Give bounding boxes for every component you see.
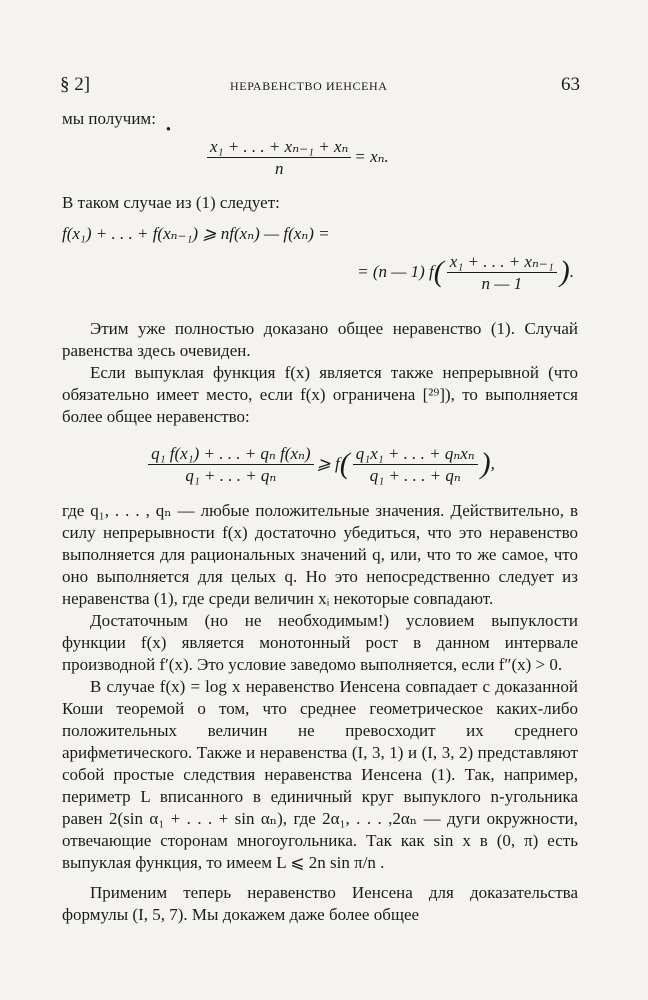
right-paren: ) — [559, 255, 570, 288]
equation-3 — [62, 248, 578, 296]
equation-4-left-denominator: q₁ + . . . + qₙ — [185, 465, 277, 485]
paragraph-6: Применим теперь неравенство Иенсена для доказательства формулы (I, 5, 7). Мы докажем даже более общее — [62, 883, 578, 924]
equation-3-numerator: x₁ + . . . + xₙ₋₁ — [447, 252, 557, 273]
equation-4-right-denominator: q₁ + . . . + qₙ — [369, 465, 461, 485]
equation-1-denominator: n — [274, 158, 284, 178]
paragraph-5: В случае f(x) = log x неравенство Иенсена совпадает с доказанной Коши теоремой о том, что среднее геометрическое каких-либо положительных величин не превосходит их среднего арифметического. Также и неравенства (I, 3, 1) и (I, 3, 2) представляют собой простые следствия неравенства Иенсена (1). Так, например, периметр L вписанного в единичный круг выпуклого n-угольника равен 2(sin α₁ + . . . + sin αₙ), где 2α₁, . . . ,2αₙ — дуги окружности, отвечающие сторонам многоугольника. Так как sin x в (0, π) есть выпуклая функция, то имеем L ⩽ 2n sin π/n . — [62, 677, 578, 872]
ink-mark: ● — [166, 124, 171, 133]
equation-4-right-numerator: q₁x₁ + . . . + qₙxₙ — [353, 444, 478, 465]
equation-1 — [204, 134, 578, 180]
equation-3-fraction — [447, 252, 557, 293]
equation-4-left-fraction — [148, 444, 313, 485]
equation-4-end: , — [490, 454, 495, 473]
equation-4-mid: ⩾ f — [316, 454, 340, 473]
intro-text: мы получим: — [62, 109, 156, 128]
left-paren: ( — [433, 255, 444, 288]
equation-3-denominator: n — 1 — [481, 273, 523, 293]
equation-1-numerator: x₁ + . . . + xₙ₋₁ + xₙ — [207, 137, 351, 158]
equation-4-right-fraction — [353, 444, 478, 485]
paragraph-1: Этим уже полностью доказано общее неравенство (1). Случай равенства здесь очевиден. — [62, 319, 578, 360]
running-header — [60, 74, 580, 98]
equation-3-lhs: = (n — 1) f — [357, 262, 434, 281]
paragraph-4: Достаточным (но не необходимым!) условием выпуклости функции f(x) является монотонный рост в данном интервале производной f′(x). Это условие заведомо выполняется, если f″(x) > 0. — [62, 611, 578, 674]
equation-4-left-numerator: q₁ f(x₁) + . . . + qₙ f(xₙ) — [148, 444, 313, 465]
right-paren: ) — [480, 447, 491, 480]
page-number: 63 — [561, 74, 580, 95]
left-paren: ( — [339, 447, 350, 480]
equation-1-fraction — [207, 137, 351, 178]
running-title: НЕРАВЕНСТВО ИЕНСЕНА — [230, 79, 388, 93]
equation-4 — [62, 436, 578, 492]
equation-3-end: . — [569, 262, 574, 281]
paragraph-2: Если выпуклая функция f(x) является также непрерывной (что обязательно имеет место, если f(x) ограничена [²⁹]), то выполняется более общее неравенство: — [62, 363, 578, 426]
case-line: В таком случае из (1) следует: — [62, 193, 280, 212]
section-number: § 2] — [60, 74, 91, 95]
equation-2: f(x₁) + . . . + f(xₙ₋₁) ⩾ nf(xₙ) — f(xₙ) = — [62, 224, 330, 243]
page-body — [62, 108, 578, 926]
equation-1-rhs: = xₙ. — [354, 147, 389, 166]
paragraph-3: где q₁, . . . , qₙ — любые положительные значения. Действительно, в силу непрерывности f(x) достаточно убедиться, что это неравенство выполняется для рациональных значений q, или, что то же самое, что оно выполняется для целых q. Но это непосредственно следует из неравенства (1), где среди величин xᵢ некоторые совпадают. — [62, 501, 578, 608]
